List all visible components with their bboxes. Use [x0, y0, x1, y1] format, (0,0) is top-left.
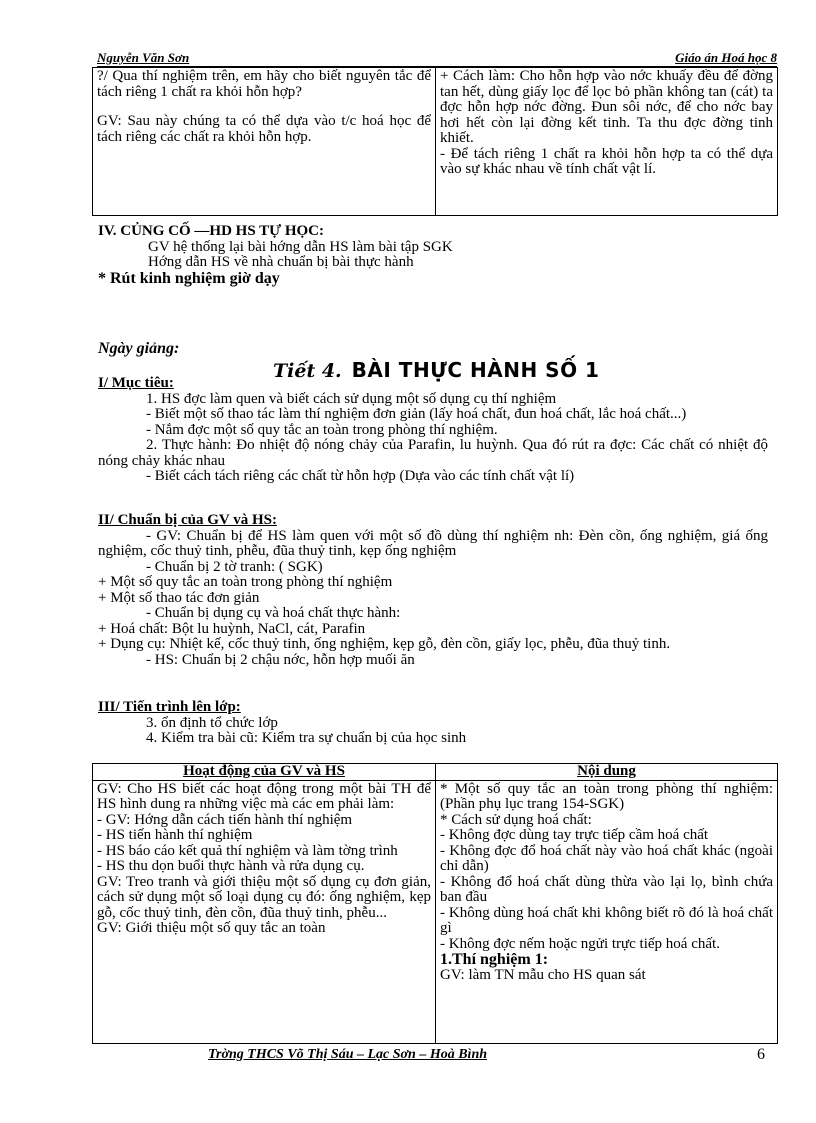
column-header-activities: Hoạt động của GV và HS — [93, 764, 436, 781]
paragraph: - Không đợc dùng tay trực tiếp cầm hoá chất — [440, 827, 709, 843]
section-3 — [98, 700, 768, 747]
column-header-content: Nội dung — [436, 764, 778, 781]
paragraph: GV: làm TN mẫu cho HS quan sát — [440, 966, 646, 983]
paragraph: - Chuẩn bị 2 tờ tranh: ( SGK) — [146, 558, 323, 575]
paragraph: 4. Kiểm tra bài cũ: Kiểm tra sự chuẩn bị của học sinh — [146, 730, 467, 746]
section-4 — [98, 224, 768, 286]
paragraph: - Biết cách tách riêng các chất từ hỗn hợp (Dựa vào các tính chất vật lí) — [146, 468, 575, 484]
paragraph: + Cách làm: Cho hỗn hợp vào nớc khuấy đều để đờng tan hết, dùng giấy lọc để lọc bỏ phần không tan (cát) ta đợc hỗn hợp nớc đờng. Đun sôi nớc, để cho nớc bay hơi hết còn lại đờng kết tinh. Ta thu đợc đờng tinh khiết. — [440, 68, 773, 146]
section-3-title: III/ Tiến trình lên lớp: — [98, 699, 241, 715]
activities-table — [92, 763, 778, 1044]
document-title: Giáo án Hoá học 8 — [675, 50, 777, 65]
table1-left-cell — [93, 68, 436, 216]
paragraph: - GV: Hớng dẫn cách tiến hành thí nghiệm — [97, 811, 353, 828]
paragraph: * Một số quy tắc an toàn trong phòng thí nghiệm: (Phần phụ lục trang 154-SGK) — [440, 780, 773, 812]
paragraph: - HS: Chuẩn bị 2 chậu nớc, hỗn hợp muối ăn — [146, 651, 415, 668]
paragraph: - Biết một số thao tác làm thí nghiệm đơn giản (lấy hoá chất, đun hoá chất, lắc hoá chất...) — [146, 406, 687, 422]
section-2 — [98, 513, 768, 668]
paragraph: Hớng dẫn HS về nhà chuẩn bị bài thực hành — [148, 254, 414, 270]
paragraph: + Một số quy tắc an toàn trong phòng thí nghiệm — [98, 574, 393, 590]
lesson-title: BÀI THỰC HÀNH SỐ 1 — [351, 358, 600, 382]
lesson-number: Tiết 4. — [273, 360, 342, 382]
continuation-table — [92, 67, 778, 216]
paragraph: - Để tách riêng 1 chất ra khỏi hỗn hợp ta có thể dựa vào sự khác nhau về tính chất vật lí. — [440, 145, 773, 177]
teaching-date-label: Ngày giảng: — [98, 340, 180, 357]
paragraph: + Một số thao tác đơn giản — [98, 589, 260, 606]
section-1-title: I/ Mục tiêu: — [98, 375, 174, 391]
paragraph: - Không đợc nếm hoặc ngửi trực tiếp hoá chất. — [440, 935, 720, 952]
table1-right-cell — [436, 68, 778, 216]
paragraph: - GV: Chuẩn bị để HS làm quen với một số đồ dùng thí nghiệm nh: Đèn cồn, ống nghiệm, giá ống nghiệm, cốc thuỷ tinh, phễu, đũa thuỷ tinh, kẹp ống nghiệm — [98, 527, 768, 559]
paragraph: GV: Sau này chúng ta có thể dựa vào t/c hoá học để tách riêng các chất ra khỏi hỗn hợp. — [97, 113, 431, 145]
page-header — [97, 50, 777, 67]
paragraph: * Cách sử dụng hoá chất: — [440, 811, 592, 828]
paragraph: 2. Thực hành: Đo nhiệt độ nóng chảy của Parafin, lu huỳnh. Qua đó rút ra đợc: Các chất có nhiệt độ nóng chảy khác nhau — [98, 437, 768, 469]
paragraph: - Chuẩn bị dụng cụ và hoá chất thực hành: — [146, 605, 401, 621]
section-2-title: II/ Chuẩn bị của GV và HS: — [98, 512, 277, 528]
paragraph: GV: Treo tranh và giới thiệu một số dụng cụ đơn giản, cách sử dụng một số loại dụng cụ đó: ống nghiệm, kẹp gỗ, cốc thuỷ tinh, đèn cồn, đũa thuỷ tinh, phễu... — [97, 873, 431, 921]
paragraph: + Hoá chất: Bột lu huỳnh, NaCl, cát, Parafin — [98, 620, 366, 637]
paragraph: - HS báo cáo kết quả thí nghiệm và làm tờng trình — [97, 842, 398, 859]
section-4-title: IV. CỦNG CỐ —HD HS TỰ HỌC: — [98, 223, 324, 239]
paragraph: ?/ Qua thí nghiệm trên, em hãy cho biết nguyên tắc để tách riêng 1 chất ra khỏi hỗn hợp? — [97, 68, 431, 100]
footer-school: Trờng THCS Võ Thị Sáu – Lạc Sơn – Hoà Bình — [208, 1047, 488, 1062]
table2-right-cell — [436, 780, 778, 1043]
page-number: 6 — [757, 1046, 765, 1063]
lesson-review-heading: * Rút kinh nghiệm giờ dạy — [98, 269, 280, 287]
paragraph: - Không đổ hoá chất dùng thừa vào lại lọ, bình chứa ban đầu — [440, 873, 773, 905]
paragraph: GV hệ thống lại bài hớng dẫn HS làm bài tập SGK — [148, 238, 453, 255]
paragraph: - HS tiến hành thí nghiệm — [97, 827, 253, 843]
paragraph: GV: Cho HS biết các hoạt động trong một bài TH để HS hình dung ra những việc mà các em phải làm: — [97, 780, 431, 812]
paragraph: 3. ổn định tổ chức lớp — [146, 714, 278, 731]
paragraph: + Dụng cụ: Nhiệt kế, cốc thuỷ tinh, ống nghiệm, kẹp gỗ, đèn cồn, giấy lọc, phễu, đũa thuỷ tinh. — [98, 636, 671, 652]
paragraph: - Không đợc đổ hoá chất này vào hoá chất khác (ngoài chỉ dẫn) — [440, 842, 773, 874]
paragraph: GV: Giới thiệu một số quy tắc an toàn — [97, 920, 326, 936]
experiment-heading: 1.Thí nghiệm 1: — [440, 951, 549, 968]
paragraph: - Không dùng hoá chất khi không biết rõ đó là hoá chất gì — [440, 904, 773, 936]
paragraph: - HS thu dọn buổi thực hành và rửa dụng cụ. — [97, 858, 365, 874]
table2-left-cell — [93, 780, 436, 1043]
paragraph: - Nắm đợc một số quy tắc an toàn trong phòng thí nghiệm. — [146, 421, 498, 438]
paragraph: 1. HS đợc làm quen và biết cách sử dụng một số dụng cụ thí nghiệm — [146, 390, 557, 407]
author-name: Nguyễn Văn Sơn — [97, 50, 190, 65]
section-1 — [98, 376, 768, 485]
